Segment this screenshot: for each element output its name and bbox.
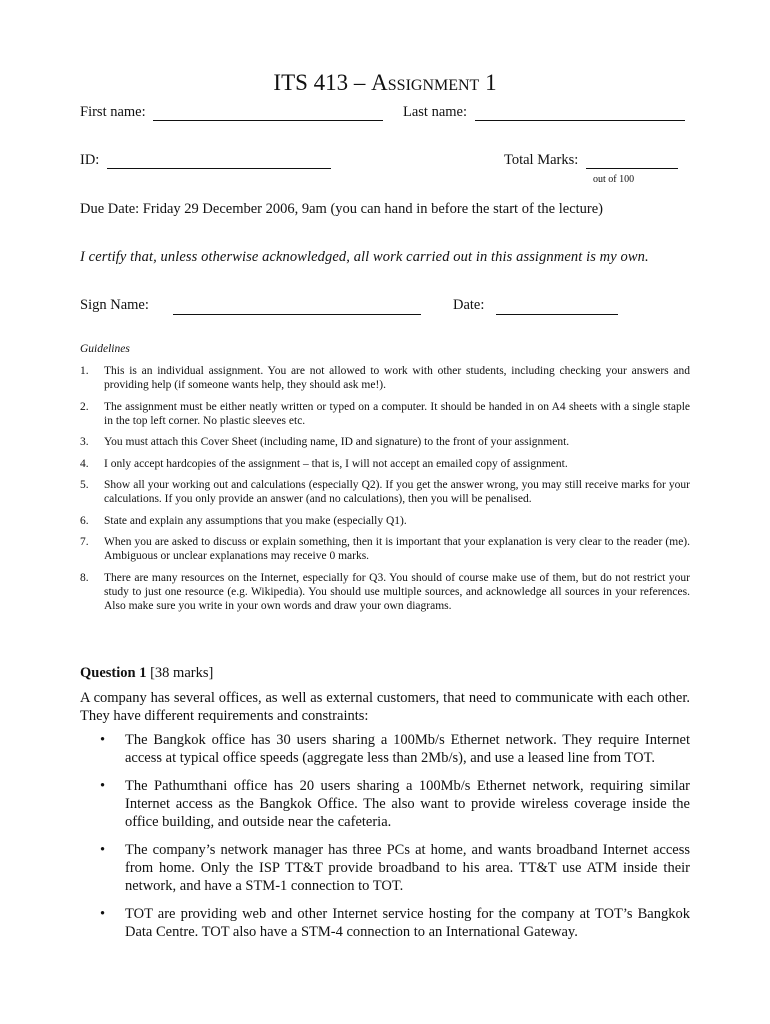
last-name-field[interactable] — [403, 104, 685, 121]
list-item — [80, 777, 690, 831]
due-date: Due Date: Friday 29 December 2006, 9am (you can hand in before the start of the lecture) — [80, 201, 604, 217]
bullet-text: The Pathumthani office has 20 users sharing a 100Mb/s Ethernet network, requiring similar Internet access as the Bangkok Office. The also want to provide wireless coverage inside the office building, and outside near the cafeteria. — [125, 778, 690, 830]
item-text: You must attach this Cover Sheet (including name, ID and signature) to the front of your assignment. — [104, 436, 570, 448]
list-item — [80, 571, 690, 613]
date-label: Date: — [453, 297, 485, 313]
list-item — [80, 435, 690, 449]
sign-name-blank[interactable] — [173, 297, 421, 315]
item-text: This is an individual assignment. You are not allowed to work with other students, including checking your answers and providing help (if someone wants help, they should ask me!). — [104, 365, 690, 391]
guidelines-list — [80, 364, 690, 620]
bullet-icon: • — [100, 906, 106, 922]
item-number: 6. — [80, 514, 89, 527]
item-text: When you are asked to discuss or explain something, then it is important that your explanation is very clear to the reader (me). Ambiguous or unclear explanations may receive 0 marks. — [104, 536, 690, 562]
item-number: 8. — [80, 571, 89, 584]
first-name-field[interactable] — [80, 104, 383, 121]
total-marks-label: Total Marks: — [504, 152, 579, 168]
list-item — [80, 535, 690, 563]
list-item — [80, 364, 690, 392]
title-assignment: Assignment 1 — [371, 70, 497, 95]
item-text: I only accept hardcopies of the assignment – that is, I will not accept an emailed copy of assignment. — [104, 457, 568, 470]
item-number: 2. — [80, 400, 89, 413]
last-name-blank[interactable] — [475, 105, 685, 121]
list-item — [80, 841, 690, 895]
guidelines-heading: Guidelines — [80, 343, 130, 355]
question-bullets — [80, 731, 690, 941]
list-item — [80, 514, 690, 528]
id-label: ID: — [80, 152, 100, 168]
item-text: State and explain any assumptions that you make (especially Q1). — [104, 514, 407, 527]
bullet-text: The company’s network manager has three PCs at home, and wants broadband Internet access from home. Only the ISP TT&T provide broadband to his area. TT&T use ATM inside their network, and have a STM-1 connection to TOT. — [125, 842, 690, 894]
item-number: 1. — [80, 365, 89, 377]
date-blank[interactable] — [496, 297, 618, 315]
bullet-icon: • — [100, 778, 106, 794]
question-1-heading — [80, 665, 213, 682]
out-of-note: out of 100 — [593, 174, 635, 185]
item-number: 3. — [80, 436, 89, 448]
id-field[interactable] — [80, 152, 331, 169]
bullet-text: TOT are providing web and other Internet service hosting for the company at TOT’s Bangkok Data Centre. TOT also have a STM-4 connection to an International Gateway. — [125, 906, 690, 940]
item-number: 7. — [80, 536, 89, 548]
first-name-label: First name: — [80, 104, 146, 120]
sign-name-label: Sign Name: — [80, 297, 149, 313]
item-text: Show all your working out and calculations (especially Q2). If you get the answer wrong, you may still receive marks for your calculations. If you only provide an answer (and no calculations), then you will be penalised. — [104, 479, 690, 505]
question-intro: A company has several offices, as well as external customers, that need to communicate with each other. They have different requirements and constraints: — [80, 690, 690, 724]
id-blank[interactable] — [107, 153, 331, 169]
title-prefix: ITS 413 – — [273, 70, 372, 95]
item-text: There are many resources on the Internet, especially for Q3. You should of course make use of them, but do not restrict your study to just one resource (e.g. Wikipedia). You should use multiple sources, and acknowledge all sources in your references. Also make sure you write in your own words and draw your own diagrams. — [104, 571, 690, 612]
first-name-blank[interactable] — [153, 105, 383, 121]
bullet-text: The Bangkok office has 30 users sharing a 100Mb/s Ethernet network. They require Internet access at typical office speeds (aggregate less than 2Mb/s), and use a leased line from TOT. — [125, 732, 690, 766]
item-text: The assignment must be either neatly written or typed on a computer. It should be handed in on A4 sheets with a single staple in the top left corner. No plastic sleeves etc. — [104, 400, 690, 427]
list-item — [80, 478, 690, 506]
list-item — [80, 731, 690, 767]
question-1-body — [80, 689, 690, 951]
certification-statement: I certify that, unless otherwise acknowledged, all work carried out in this assignment is my own. — [80, 249, 649, 265]
item-number: 5. — [80, 479, 89, 491]
bullet-icon: • — [100, 842, 106, 858]
list-item — [80, 457, 690, 471]
list-item — [80, 400, 690, 428]
total-marks-field[interactable] — [504, 152, 678, 169]
total-marks-blank[interactable] — [586, 153, 678, 169]
bullet-icon: • — [100, 732, 106, 748]
last-name-label: Last name: — [403, 104, 468, 120]
page-title — [0, 70, 770, 96]
list-item — [80, 905, 690, 941]
question-marks: [38 marks] — [150, 665, 214, 681]
item-number: 4. — [80, 457, 89, 470]
question-title: Question 1 — [80, 665, 147, 681]
